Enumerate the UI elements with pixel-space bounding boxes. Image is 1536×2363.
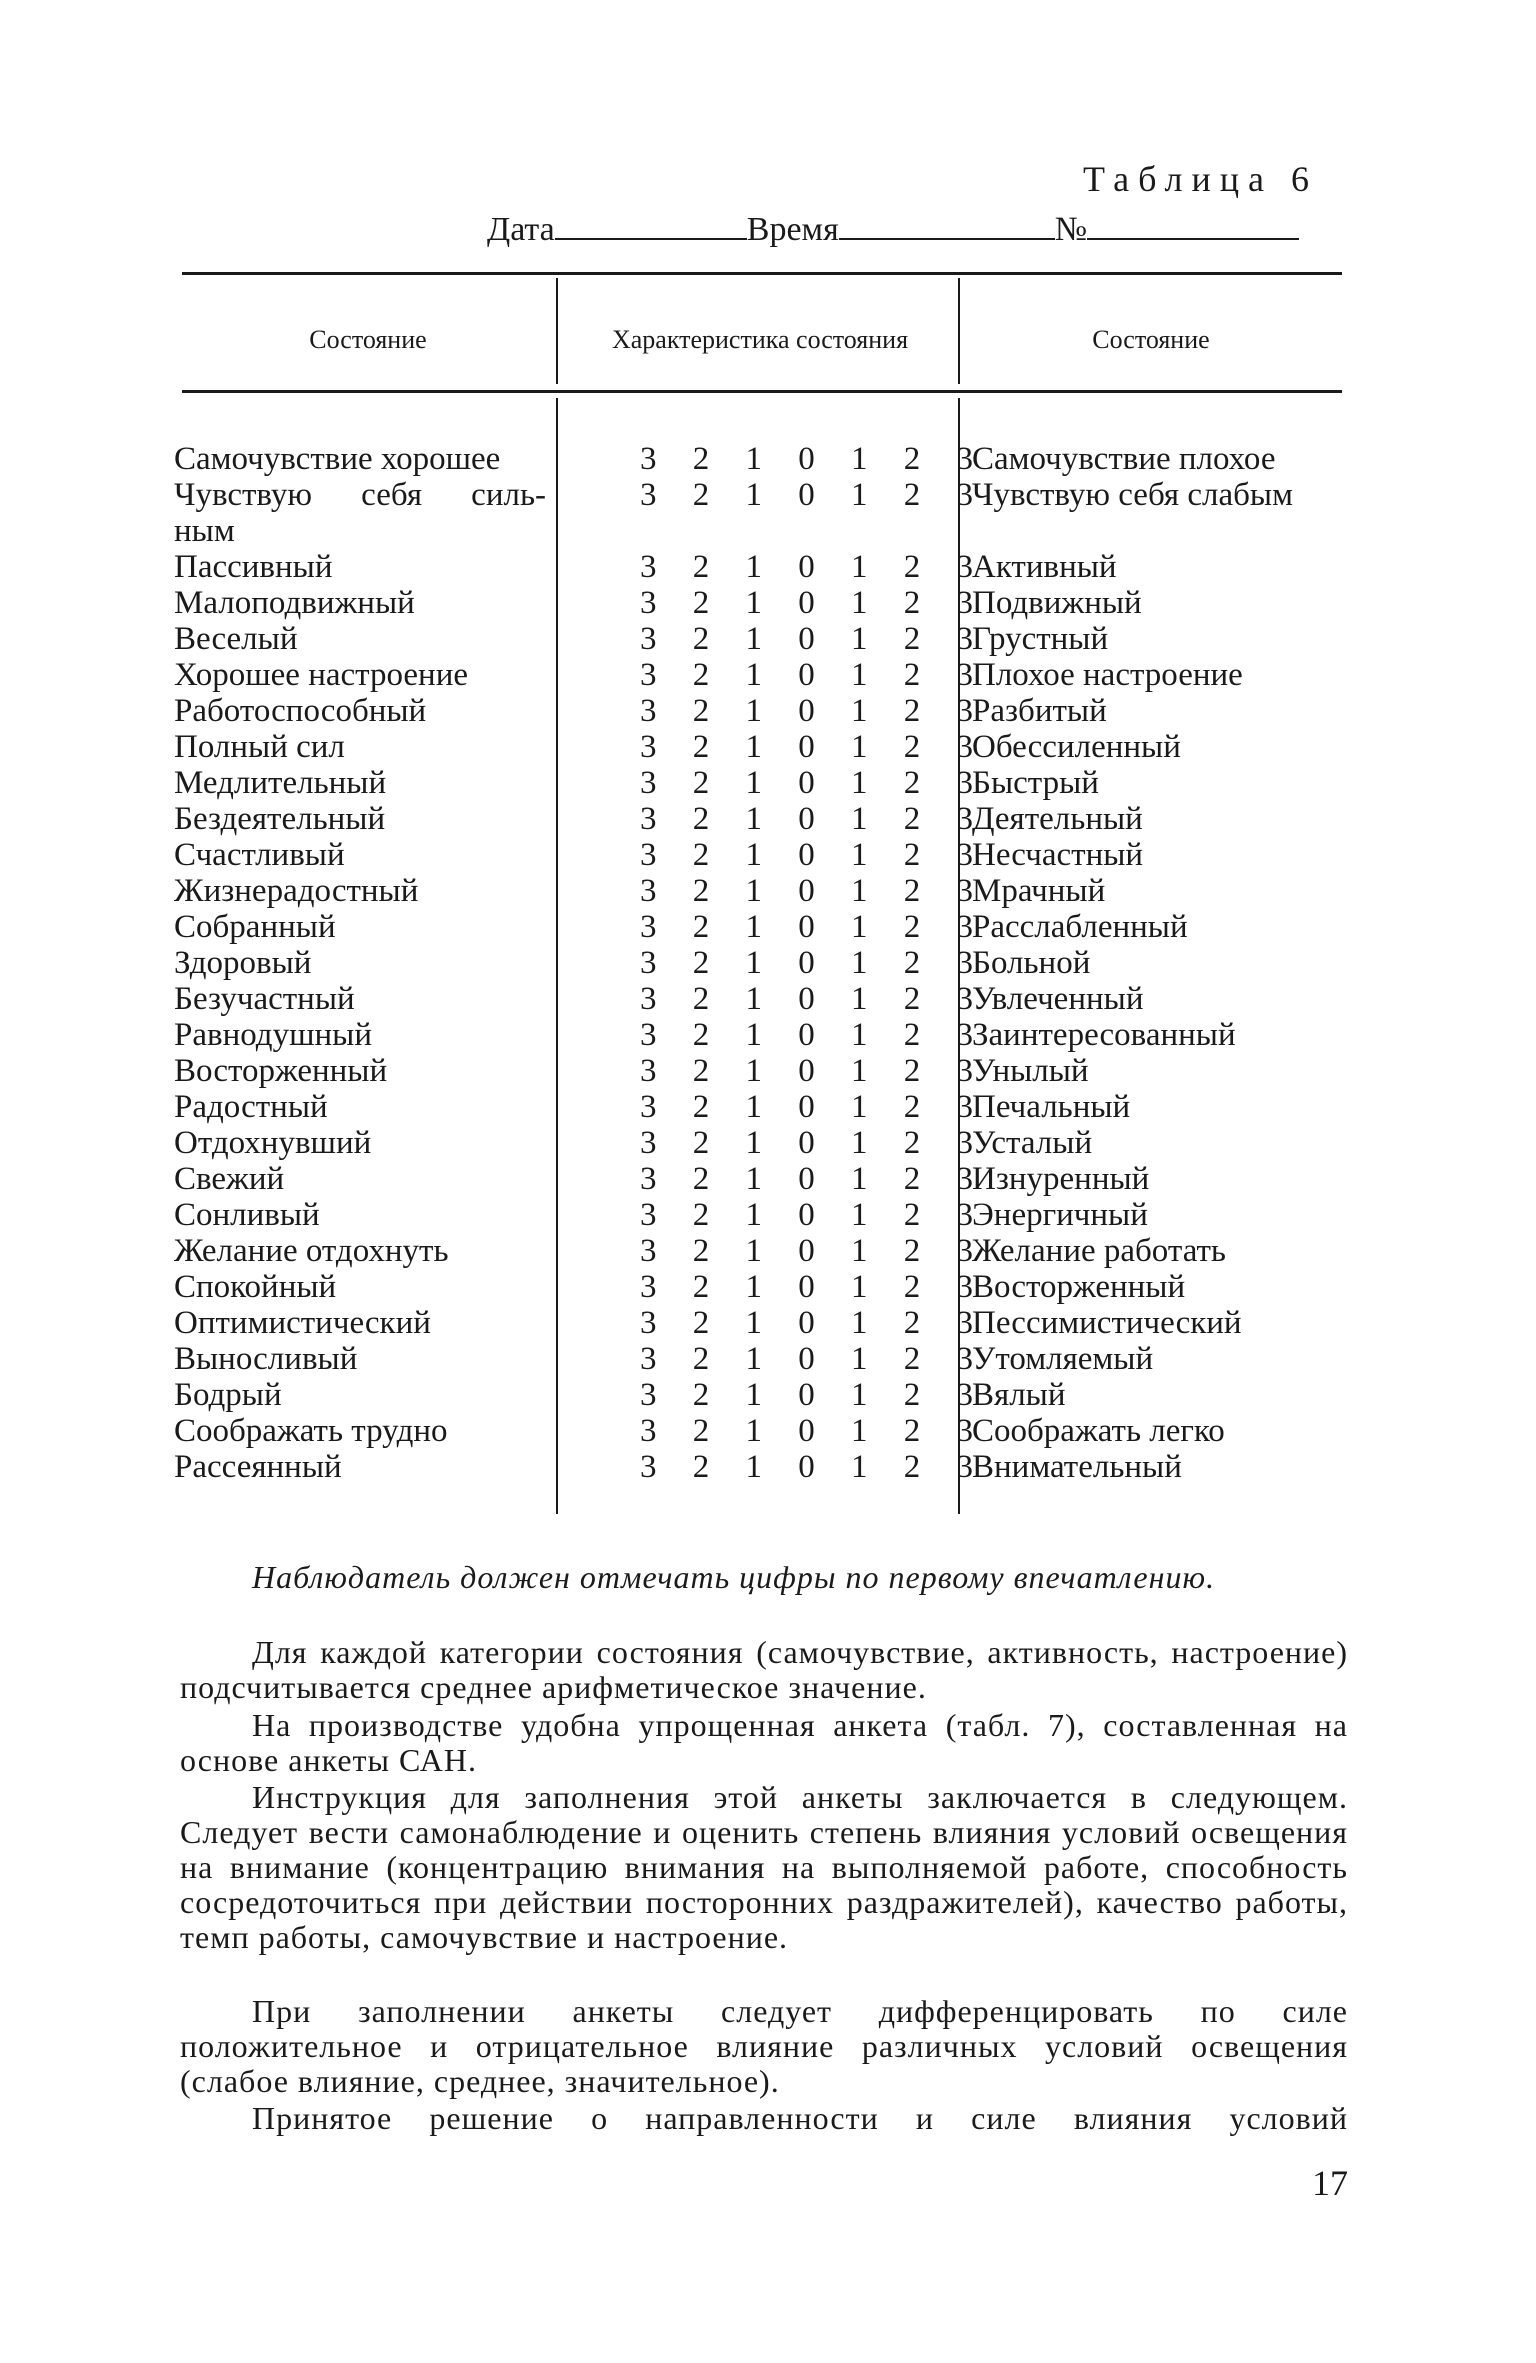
- state-right: Пессимистический: [972, 1305, 1242, 1341]
- table-header-rule: [182, 390, 1342, 393]
- state-left: Веселый: [174, 621, 298, 657]
- number-blank: [1087, 208, 1299, 240]
- state-left: Спокойный: [174, 1269, 337, 1305]
- rating-scale: 3 2 1 0 1 2 3: [640, 909, 987, 945]
- rating-scale: 3 2 1 0 1 2 3: [640, 729, 987, 765]
- state-left: Сонливый: [174, 1197, 320, 1233]
- state-right: Вялый: [972, 1377, 1066, 1413]
- page-number: 17: [1312, 2163, 1348, 2203]
- rating-scale: 3 2 1 0 1 2 3: [640, 477, 987, 513]
- rating-scale: 3 2 1 0 1 2 3: [640, 1089, 987, 1125]
- paragraph-text: Для каждой категории состояния (самочувствие, активность, настроение) подсчитывается среднее арифметическое значение.: [180, 1634, 1348, 1705]
- paragraph-text: Инструкция для заполнения этой анкеты заключается в следующем. Следует вести самонаблюдение и оценить степень влияния условий освещения на внимание (концентрацию внимания на выполняемой работе, способность сосредоточиться при действии посторонних раздражителей), качество работы, темп работы, самочувствие и настроение.: [180, 1779, 1348, 1955]
- state-right: Энергичный: [972, 1197, 1148, 1233]
- table-top-rule: [182, 272, 1342, 275]
- paragraph-simplified-form: [180, 1708, 1348, 1778]
- state-right: Чувствую себя слабым: [972, 477, 1293, 513]
- state-right: Деятельный: [972, 801, 1143, 837]
- rating-scale: 3 2 1 0 1 2 3: [640, 1197, 987, 1233]
- rating-scale: 3 2 1 0 1 2 3: [640, 945, 987, 981]
- state-right: Печальный: [972, 1089, 1131, 1125]
- state-right: Несчастный: [972, 837, 1144, 873]
- rating-scale: 3 2 1 0 1 2 3: [640, 657, 987, 693]
- state-right: Подвижный: [972, 585, 1142, 621]
- rating-scale: 3 2 1 0 1 2 3: [640, 801, 987, 837]
- state-left: Восторженный: [174, 1053, 388, 1089]
- rating-scale: 3 2 1 0 1 2 3: [640, 1233, 987, 1269]
- state-left: Малоподвижный: [174, 585, 415, 621]
- rating-scale: 3 2 1 0 1 2 3: [640, 1053, 987, 1089]
- state-right: Утомляемый: [972, 1341, 1154, 1377]
- state-left: [174, 477, 546, 549]
- state-right: Активный: [972, 549, 1117, 585]
- paragraph-differentiate: [180, 1994, 1348, 2099]
- state-right: Больной: [972, 945, 1091, 981]
- state-right: Плохое настроение: [972, 657, 1243, 693]
- state-left: Выносливый: [174, 1341, 358, 1377]
- state-right: Соображать легко: [972, 1413, 1225, 1449]
- paragraph-instruction: [180, 1780, 1348, 1955]
- state-left: Хорошее настроение: [174, 657, 469, 693]
- state-left: Пассивный: [174, 549, 333, 585]
- state-left: Отдохнувший: [174, 1125, 372, 1161]
- rating-scale: 3 2 1 0 1 2 3: [640, 693, 987, 729]
- state-right: Разбитый: [972, 693, 1107, 729]
- form-header-line: [487, 208, 1299, 249]
- state-right: Обессиленный: [972, 729, 1181, 765]
- state-left: Соображать трудно: [174, 1413, 448, 1449]
- state-right: Желание работать: [972, 1233, 1226, 1269]
- state-right: Унылый: [972, 1053, 1089, 1089]
- state-right: Увлеченный: [972, 981, 1144, 1017]
- state-left: Собранный: [174, 909, 336, 945]
- rating-scale: 3 2 1 0 1 2 3: [640, 1413, 987, 1449]
- state-right: Грустный: [972, 621, 1109, 657]
- state-right: Самочувствие плохое: [972, 441, 1276, 477]
- paragraph-text: Наблюдатель должен отмечать цифры по первому впечатлению.: [252, 1559, 1216, 1595]
- rating-scale: 3 2 1 0 1 2 3: [640, 1377, 987, 1413]
- rating-scale: 3 2 1 0 1 2 3: [640, 1269, 987, 1305]
- state-left: Самочувствие хорошее: [174, 441, 501, 477]
- column-header-right: Состояние: [1092, 325, 1210, 354]
- rating-scale: 3 2 1 0 1 2 3: [640, 621, 987, 657]
- state-left: Полный сил: [174, 729, 345, 765]
- state-left: Свежий: [174, 1161, 285, 1197]
- state-left-line2: ным: [174, 513, 235, 549]
- rating-scale: 3 2 1 0 1 2 3: [640, 1017, 987, 1053]
- state-left-line1: Чувствую себя силь-: [174, 477, 546, 513]
- state-left: Равнодушный: [174, 1017, 372, 1053]
- rating-scale: 3 2 1 0 1 2 3: [640, 1161, 987, 1197]
- state-right: Изнуренный: [972, 1161, 1150, 1197]
- paragraph-text: Принятое решение о направленности и силе влияния условий: [252, 2100, 1348, 2136]
- paragraph-text: При заполнении анкеты следует дифференцировать по силе положительное и отрицательное влияние различных условий освещения (слабое влияние, среднее, значительное).: [180, 1993, 1348, 2099]
- date-label: Дата: [487, 211, 555, 248]
- state-right: Расслабленный: [972, 909, 1188, 945]
- state-left: Радостный: [174, 1089, 328, 1125]
- state-right: Быстрый: [972, 765, 1099, 801]
- rating-scale: 3 2 1 0 1 2 3: [640, 1449, 987, 1485]
- rating-scale: 3 2 1 0 1 2 3: [640, 1341, 987, 1377]
- state-left: Здоровый: [174, 945, 312, 981]
- state-left: Работоспособный: [174, 693, 427, 729]
- header-divider-left: [556, 278, 558, 384]
- state-left: Оптимистический: [174, 1305, 431, 1341]
- rating-scale: 3 2 1 0 1 2 3: [640, 765, 987, 801]
- table-title: Таблица 6: [1083, 159, 1318, 199]
- rating-scale: 3 2 1 0 1 2 3: [640, 549, 987, 585]
- paragraph-decision: [180, 2101, 1348, 2136]
- rating-scale: 3 2 1 0 1 2 3: [640, 441, 987, 477]
- number-label: №: [1054, 211, 1088, 248]
- rating-scale: 3 2 1 0 1 2 3: [640, 1305, 987, 1341]
- state-left: Жизнерадостный: [174, 873, 419, 909]
- rating-scale: 3 2 1 0 1 2 3: [640, 1125, 987, 1161]
- paragraph-text: На производстве удобна упрощенная анкета (табл. 7), составленная на основе анкеты САН.: [180, 1707, 1348, 1778]
- state-right: Внимательный: [972, 1449, 1182, 1485]
- body-divider-left: [556, 398, 558, 1514]
- state-right: Заинтересованный: [972, 1017, 1236, 1053]
- rating-scale: 3 2 1 0 1 2 3: [640, 873, 987, 909]
- state-left: Счастливый: [174, 837, 345, 873]
- date-blank: [555, 208, 747, 240]
- rating-scale: 3 2 1 0 1 2 3: [640, 981, 987, 1017]
- time-blank: [839, 208, 1055, 240]
- state-left: Безучастный: [174, 981, 355, 1017]
- state-left: Рассеянный: [174, 1449, 342, 1485]
- state-left: Желание отдохнуть: [174, 1233, 449, 1269]
- state-left: Медлительный: [174, 765, 387, 801]
- time-label: Время: [746, 211, 839, 248]
- rating-scale: 3 2 1 0 1 2 3: [640, 837, 987, 873]
- column-header-middle: Характеристика состояния: [611, 325, 909, 354]
- paragraph-observer-note: [180, 1560, 1348, 1595]
- state-left: Бездеятельный: [174, 801, 386, 837]
- rating-scale: 3 2 1 0 1 2 3: [640, 585, 987, 621]
- state-left: Бодрый: [174, 1377, 282, 1413]
- state-right: Восторженный: [972, 1269, 1186, 1305]
- column-header-left: Состояние: [309, 325, 427, 354]
- state-right: Усталый: [972, 1125, 1093, 1161]
- state-right: Мрачный: [972, 873, 1106, 909]
- paragraph-average: [180, 1635, 1348, 1705]
